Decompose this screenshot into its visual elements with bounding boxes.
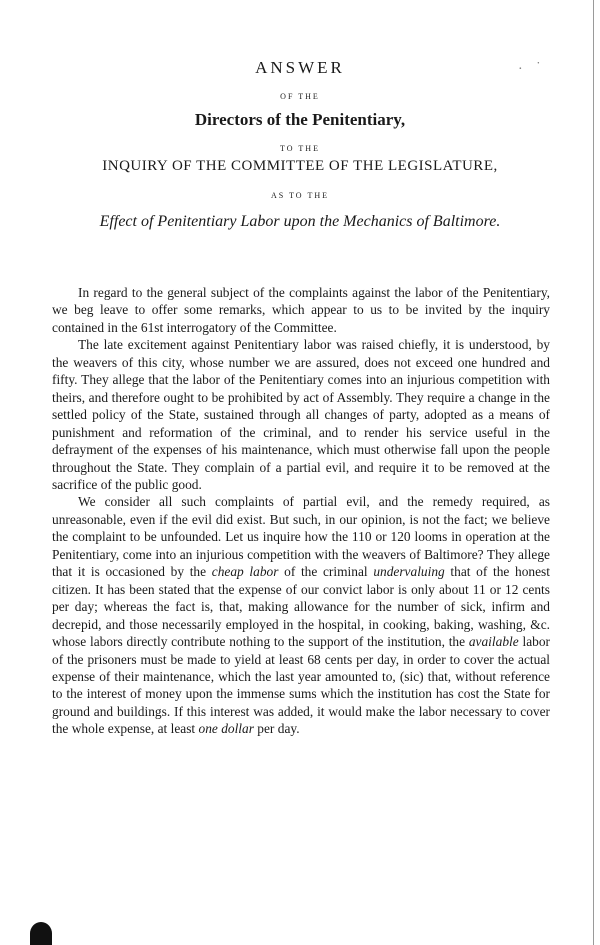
emphasis-one-dollar: one dollar <box>198 721 254 737</box>
heading-of-the: OF THE <box>280 92 320 101</box>
emphasis-cheap-labor: cheap labor <box>211 564 279 580</box>
emphasis-available: available <box>468 634 519 650</box>
paragraph: The late excitement against Penitentiary labor was raised chiefly, it is understood, by the weavers of this city, whose number we are assured, does not exceed one hundred and fifty. They allege that the labor of the Penitentiary comes into an injurious competition with theirs, and therefore ought to be prohibited by act of Assembly. They require a change in the settled policy of the State, sustained through all changes of party, adopted as a means of punishment and reformation of the criminal, and to render his service useful in the defrayment of the expenses of his maintenance, which must otherwise fall upon the people throughout the State. They complain of a partial evil, and require it to be removed at the sacrifice of the public good. <box>52 337 550 492</box>
heading-to-the: TO THE <box>280 144 320 153</box>
text-run: We consider all such complaints of partial evil, and the remedy required, as unreasonable, even if the evil did exist. But such, in our opinion, is not the fact; we believe the complaint to be unfounded. Let us inquire how the 110 or 120 looms in operation at the Penitentiary, come into an injurious competition with the weavers of Baltimore? They allege that it is occasioned by the <box>52 494 550 580</box>
paragraph <box>52 493 550 737</box>
heading-as-to-the: AS TO THE <box>270 191 329 200</box>
text-run: labor of the prisoners must be made to yield at least 68 cents per day, in order to cover the actual expense of their maintenance, which the last year amounted to, (sic) that, without reference to the interest of money upon the immense sums which the institution has cost the State for ground and buildings. If this interest was added, it would make the labor necessary to cover the whole expense, at least <box>52 634 550 737</box>
text-run: per day. <box>257 721 300 737</box>
heading-effect: Effect of Penitentiary Labor upon the Mechanics of Baltimore. <box>99 213 501 230</box>
body-text <box>52 284 550 738</box>
heading-inquiry: INQUIRY OF THE COMMITTEE OF THE LEGISLATURE, <box>102 158 498 174</box>
heading-directors: Directors of the Penitentiary, <box>194 110 406 129</box>
text-run: that of the honest citizen. It has been stated that the expense of our convict labor is only about 11 or 12 cents per day; whereas the fact is, that, making allowance for the number of sick, infirm and decrepid, and those necessarily employed in the hospital, in cooking, baking, washing, &c. whose labors directly contribute nothing to the support of the institution, the <box>52 564 550 650</box>
paragraph: In regard to the general subject of the complaints against the labor of the Penitentiary, we beg leave to offer some remarks, which appear to us to be invited by the inquiry contained in the 61st interrogatory of the Committee. <box>52 285 550 335</box>
emphasis-undervaluing: undervaluing <box>373 564 445 580</box>
scan-edge-line <box>593 0 594 945</box>
text-run: of the criminal <box>284 564 368 580</box>
scan-speck: · <box>518 62 523 77</box>
binding-shadow <box>30 922 52 945</box>
heading-answer: ANSWER <box>255 58 345 77</box>
scan-speck: ˙ <box>536 60 541 75</box>
